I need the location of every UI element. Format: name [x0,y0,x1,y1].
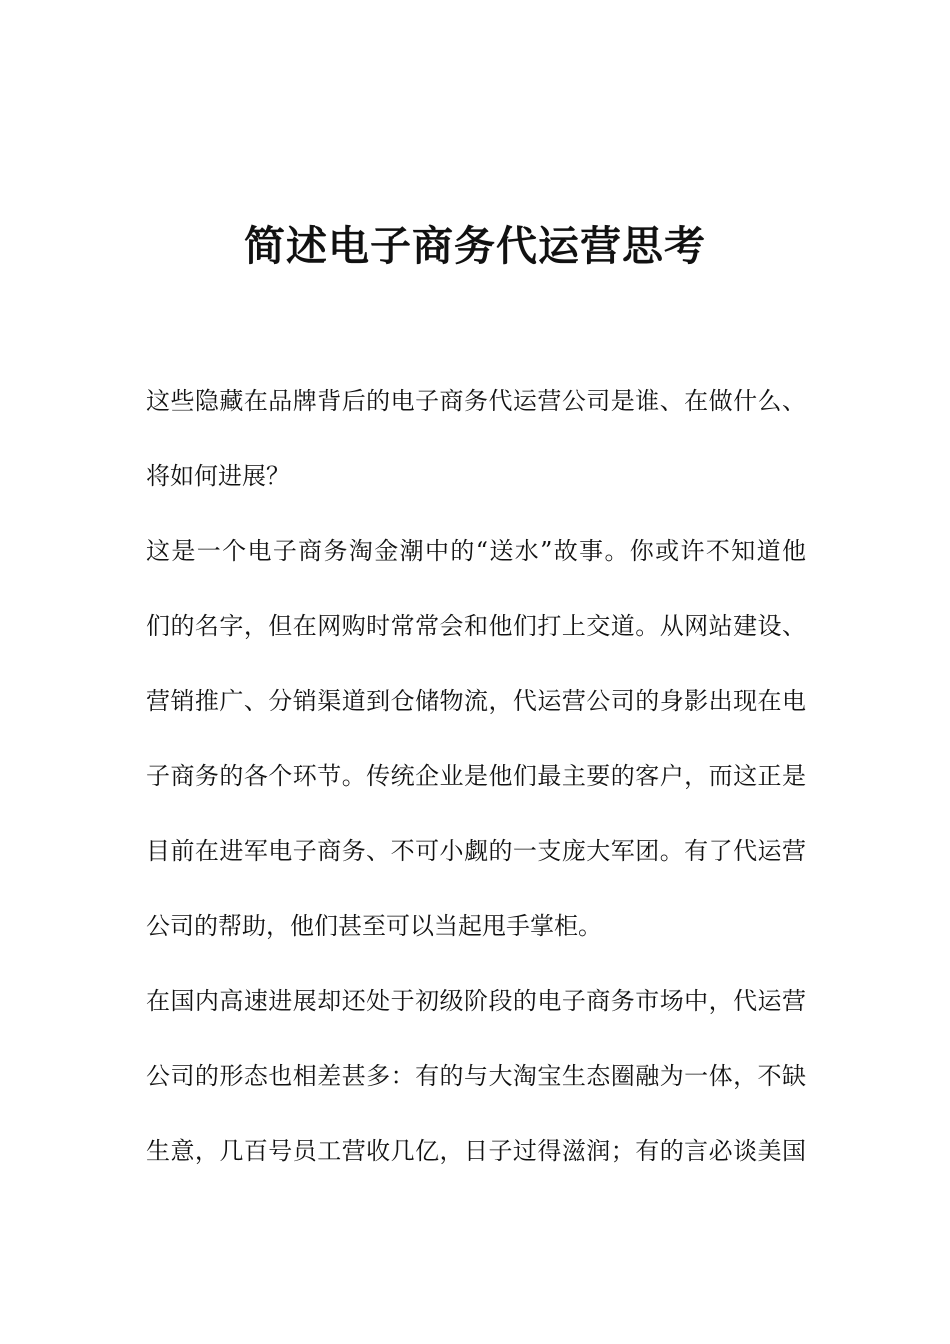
paragraph-2 [146,514,806,964]
document-title: 简述电子商务代运营思考 [244,222,706,270]
paragraph-line: 子商务的各个环节。传统企业是他们最主要的客户，而这正是 [146,762,806,790]
paragraph-line: 公司的形态也相差甚多：有的与大淘宝生态圈融为一体，不缺 [146,1062,806,1090]
paragraph-line: 目前在进军电子商务、不可小觑的一支庞大军团。有了代运营 [146,837,806,865]
paragraph-line: 营销推广、分销渠道到仓储物流，代运营公司的身影出现在电 [146,687,806,715]
paragraph-line: 这些隐藏在品牌背后的电子商务代运营公司是谁、在做什么、 [146,387,806,415]
paragraph-line: 在国内高速进展却还处于初级阶段的电子商务市场中，代运营 [146,987,806,1015]
paragraph-line: 生意，几百号员工营收几亿，日子过得滋润；有的言必谈美国 [146,1137,806,1165]
paragraph-3 [146,964,806,1189]
paragraph-line: 这是一个电子商务淘金潮中的“送水”故事。你或许不知道他 [146,537,806,565]
paragraph-1 [146,364,806,514]
paragraph-line: 们的名字，但在网购时常常会和他们打上交道。从网站建设、 [146,612,806,640]
document-body [146,364,806,1189]
paragraph-line: 将如何进展？ [146,462,290,490]
paragraph-line: 公司的帮助，他们甚至可以当起甩手掌柜。 [146,912,602,940]
